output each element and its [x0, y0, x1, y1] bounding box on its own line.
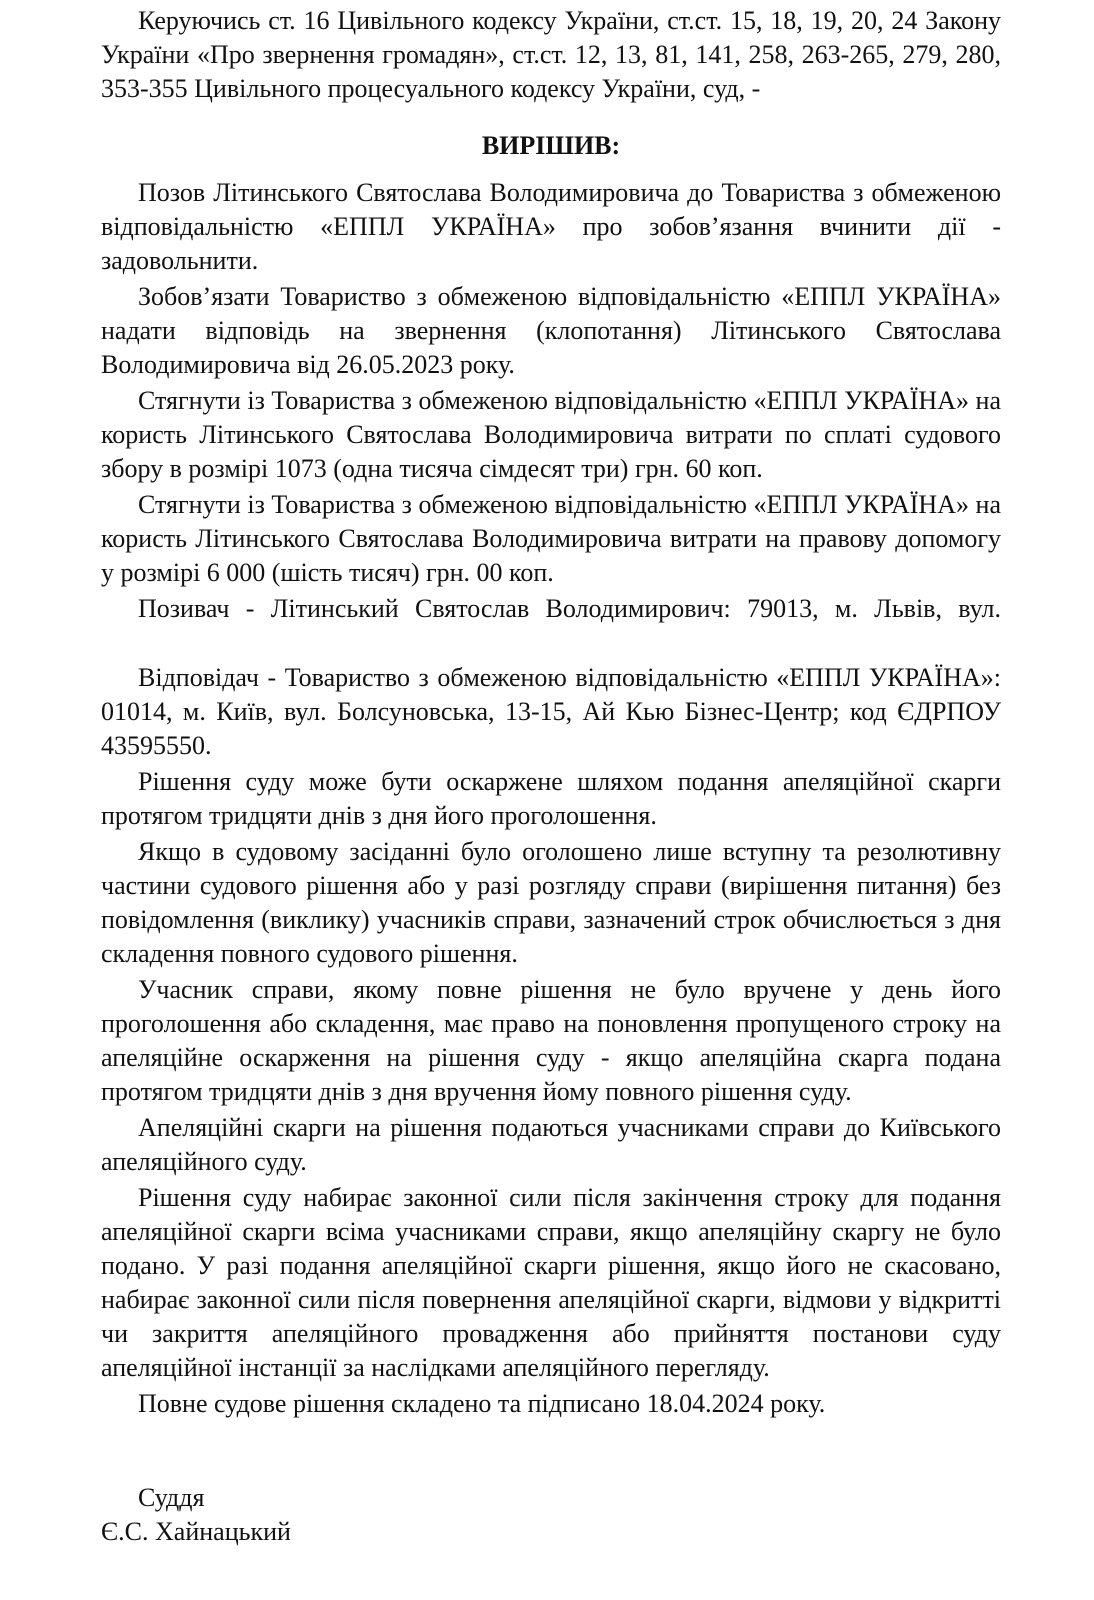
intro-paragraph: Керуючись ст. 16 Цивільного кодексу України, ст.ст. 15, 18, 19, 20, 24 Закону України «Про звернення громадян», ст.ст. 12, 13, 81, 141, 258, 263-265, 279, 280, 353-355 Цивільного процесуального кодексу України, суд, - [101, 6, 1001, 103]
paragraph-legal-force: Рішення суду набирає законної сили після закінчення строку для подання апеляційної скарги всіма учасниками справи, якщо апеляційну скаргу не було подано. У разі подання апеляційної скарги рішення, якщо його не скасовано, набирає законної сили після повернення апеляційної скарги, відмови у відкритті чи закриття апеляційного провадження або прийняття постанови суду апеляційної інстанції за наслідками апеляційного перегляду. [101, 1183, 1001, 1382]
signature-block [101, 1481, 1001, 1549]
paragraph-renewal: Учасник справи, якому повне рішення не було вручене у день його проголошення або складення, має право на поновлення пропущеного строку на апеляційне оскарження на рішення суду - якщо апеляційна скарга подана протягом тридцяти днів з дня вручення йому повного рішення суду. [101, 975, 1001, 1106]
paragraph-signed-date: Повне судове рішення складено та підписано 18.04.2024 року. [138, 1389, 826, 1418]
paragraph-announcement: Якщо в судовому засіданні було оголошено лише вступну та резолютивну частини судового рішення або у разі розгляду справи (вирішення питання) без повідомлення (виклику) учасників справи, зазначений строк обчислюється з дня складення повного судового рішення. [101, 837, 1001, 968]
paragraph-claim: Позов Літинського Святослава Володимировича до Товариства з обмеженою відповідальністю «ЕППЛ УКРАЇНА» про зобов’язання вчинити дії - задовольнити. [101, 178, 1001, 275]
judge-name: Є.С. Хайнацький [101, 1517, 291, 1546]
paragraph-appeal-term: Рішення суду може бути оскаржене шляхом подання апеляційної скарги протягом тридцяти днів з дня його проголошення. [101, 767, 1001, 830]
paragraph-court-fee: Стягнути із Товариства з обмеженою відповідальністю «ЕППЛ УКРАЇНА» на користь Літинського Святослава Володимировича витрати по сплаті судового збору в розмірі 1073 (одна тисяча сімдесят три) грн. 60 коп. [101, 386, 1001, 483]
court-decision-page [101, 0, 1001, 1549]
judge-title: Суддя [138, 1483, 205, 1512]
paragraph-oblige: Зобов’язати Товариство з обмеженою відповідальністю «ЕППЛ УКРАЇНА» надати відповідь на звернення (клопотання) Літинського Святослава Володимировича від 26.05.2023 року. [101, 282, 1001, 379]
paragraph-appeal-court: Апеляційні скарги на рішення подаються учасниками справи до Київського апеляційного суду. [101, 1113, 1001, 1176]
paragraph-defendant: Відповідач - Товариство з обмеженою відповідальністю «ЕППЛ УКРАЇНА»: 01014, м. Київ, вул. Болсуновська, 13-15, Ай Кью Бізнес-Центр; код ЄДРПОУ 43595550. [101, 663, 1001, 760]
paragraph-legal-aid: Стягнути із Товариства з обмеженою відповідальністю «ЕППЛ УКРАЇНА» на користь Літинського Святослава Володимировича витрати на правову допомогу у розмірі 6 000 (шість тисяч) грн. 00 коп. [101, 490, 1001, 587]
paragraph-plaintiff: Позивач - Літинський Святослав Володимирович: 79013, м. Львів, вул. [138, 594, 1001, 623]
decision-heading: ВИРІШИВ: [481, 131, 621, 160]
